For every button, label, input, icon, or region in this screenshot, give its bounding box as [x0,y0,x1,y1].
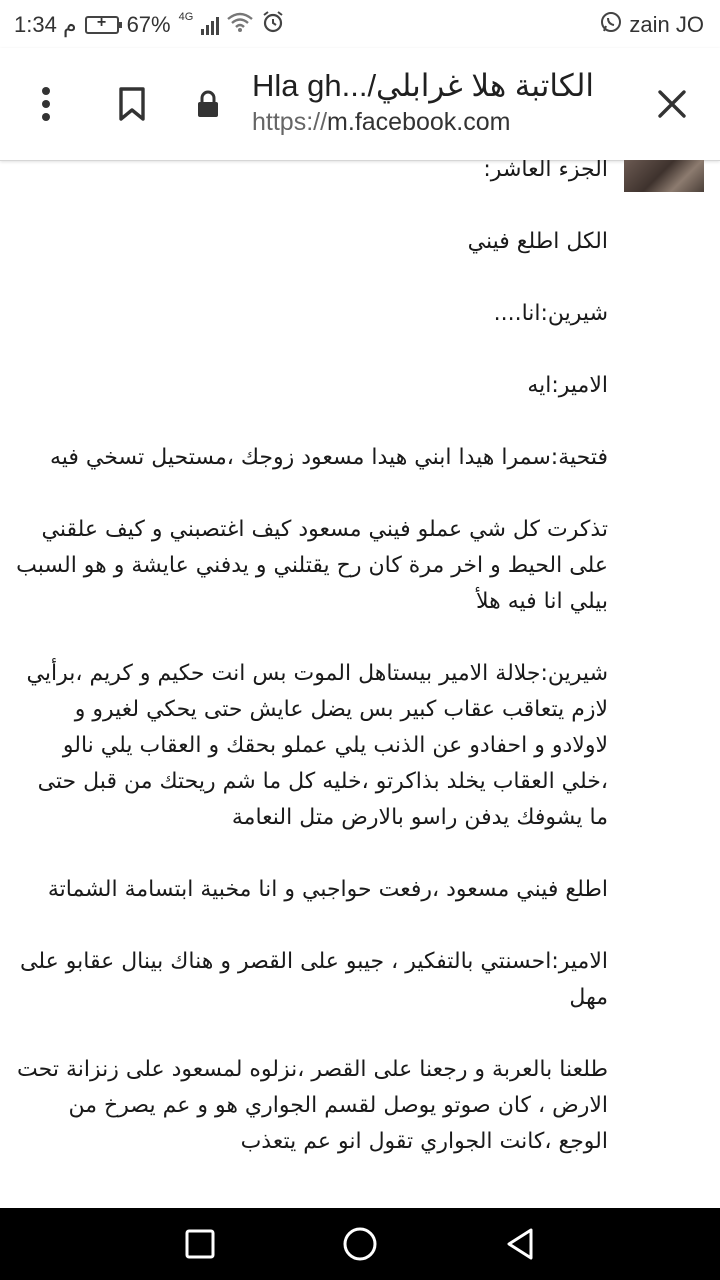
recents-icon[interactable] [178,1222,222,1266]
lock-icon [184,80,232,128]
home-icon[interactable] [338,1222,382,1266]
post-paragraph: شيرين:انا.... [493,301,608,326]
page-content [0,160,720,1208]
url-host: m.facebook.com [327,108,511,136]
post-paragraph: الكل اطلع فيني [467,229,608,254]
browser-toolbar [0,48,720,161]
author-avatar[interactable] [624,160,704,192]
battery-icon: + [85,16,119,34]
alarm-icon [261,10,285,40]
more-options-icon[interactable] [22,80,70,128]
post-paragraph: الامير:احسنتي بالتفكير ، جيبو على القصر و هناك بينال عقابو على مهل [20,949,608,1010]
clock: 1:34 م [14,12,77,37]
whatsapp-icon [599,10,623,40]
back-icon[interactable] [498,1222,542,1266]
post-body [16,160,608,1196]
close-icon[interactable] [648,80,696,128]
battery-percent: 67% [126,12,171,37]
status-bar [0,0,720,48]
status-left [14,10,285,40]
post-paragraph: تذكرت كل شي عملو فيني مسعود كيف اغتصبني و كيف علقني على الحيط و اخر مرة كان رح يقتلني و يدفني عايشة و هو السبب بيلي انا فيه هلأ [16,517,608,614]
wifi-icon [227,11,253,39]
status-right [599,10,704,40]
page-url [252,108,632,137]
post-paragraph: الامير:ايه [527,373,608,398]
navigation-bar [0,1208,720,1280]
post-paragraph: اطلع فيني مسعود ،رفعت حواجبي و انا مخبية ابتسامة الشماتة [47,877,608,902]
post-paragraph: طلعنا بالعربة و رجعنا على القصر ،نزلوه لمسعود على زنزانة تحت الارض ، كان صوتو يوصل لقسم الجواري هو و عم يصرخ من الوجع ،كانت الجواري تقول انو عم يتعذب [17,1057,608,1154]
post-paragraph: فتحية:سمرا هيدا ابني هيدا مسعود زوجك ،مستحيل تسخي فيه [49,445,608,470]
bookmark-icon[interactable] [108,80,156,128]
post-paragraph: شيرين:جلالة الامير بيستاهل الموت بس انت حكيم و كريم ،برأيي لازم يتعاقب عقاب كبير بس يضل عايش حتى يحكي لغيرو و لاولادو و احفادو عن الذنب يلي عملو بحقك و العقاب يلي نالو ،خلي العقاب يخلد بذاكرتو ،خليه كل ما شم ريحتك من قبل حتى ما يشوفك يدفن راسو بالارض متل النعامة [26,661,608,830]
url-scheme: https:// [252,108,328,136]
post-paragraph: الجزء العاشر: [483,160,608,182]
page-title: الكاتبة هلا غرابلي/...Hla gh [252,68,595,103]
title-block[interactable] [252,68,632,137]
carrier: zain JO [629,12,704,37]
network-type: 4G [178,11,194,23]
signal-icon [201,15,219,35]
